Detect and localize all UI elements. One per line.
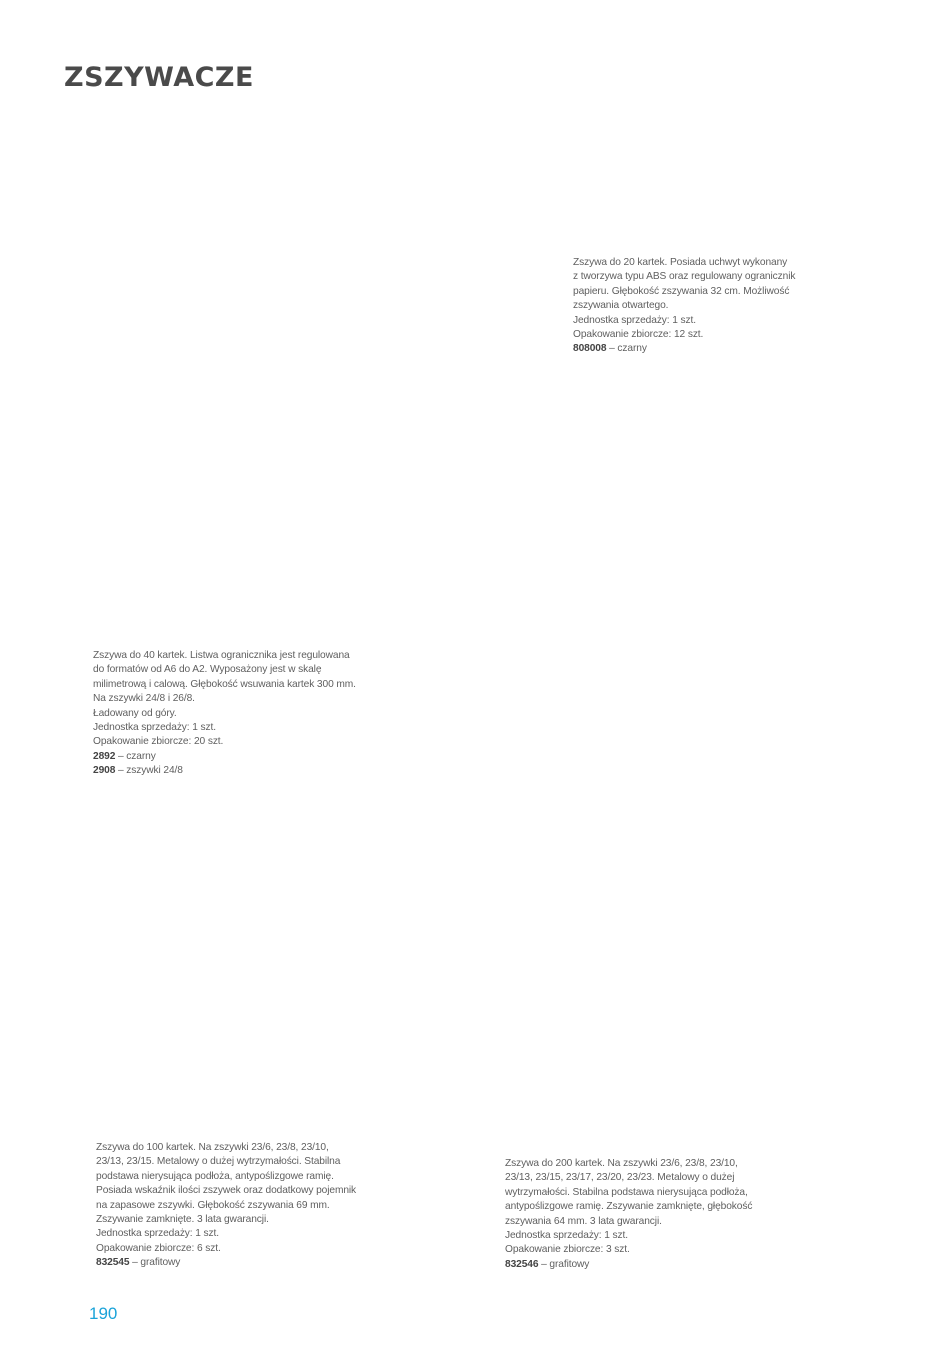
product-code-row bbox=[93, 764, 356, 778]
description-line: Zszywa do 20 kartek. Posiada uchwyt wykonany bbox=[573, 257, 788, 268]
description-line: Ładowany od góry. bbox=[93, 707, 177, 719]
page-title: ZSZYWACZE bbox=[64, 62, 254, 93]
sales-unit: Jednostka sprzedaży: 1 szt. bbox=[93, 722, 217, 734]
description-line: Posiada wskaźnik ilości zszywek oraz dodatkowy pojemnik bbox=[96, 1185, 357, 1197]
sales-unit: Jednostka sprzedaży: 1 szt. bbox=[96, 1228, 220, 1240]
bulk-package: Opakowanie zbiorcze: 3 szt. bbox=[505, 1244, 630, 1256]
product-code: 2892 bbox=[93, 750, 116, 762]
description-line: Zszywanie zamknięte. 3 lata gwarancji. bbox=[96, 1214, 269, 1226]
product-code-row bbox=[93, 750, 356, 764]
product-variant: – czarny bbox=[115, 750, 156, 762]
description-line: z tworzywa typu ABS oraz regulowany ogranicznik bbox=[573, 271, 796, 283]
product-variant: – czarny bbox=[606, 343, 647, 355]
description-line: zszywania otwartego. bbox=[573, 300, 669, 312]
bulk-package: Opakowanie zbiorcze: 20 szt. bbox=[93, 736, 224, 748]
product-variant: – grafitowy bbox=[538, 1258, 590, 1270]
sales-unit: Jednostka sprzedaży: 1 szt. bbox=[573, 314, 697, 326]
description-line: do formatów od A6 do A2. Wyposażony jest w skalę bbox=[93, 664, 322, 676]
product-code: 832545 bbox=[96, 1257, 130, 1269]
description-line: Na zszywki 24/8 i 26/8. bbox=[93, 693, 195, 705]
description-line: na zapasowe zszywki. Głębokość zszywania 69 mm. bbox=[96, 1199, 330, 1211]
product-description-832546 bbox=[505, 1157, 752, 1272]
bulk-package: Opakowanie zbiorcze: 6 szt. bbox=[96, 1242, 221, 1254]
description-line: antypoślizgowe ramię. Zszywanie zamknięte, głębokość bbox=[505, 1201, 753, 1213]
description-line: wytrzymałości. Stabilna podstawa nierysująca podłoża, bbox=[505, 1186, 748, 1198]
product-code-row bbox=[573, 342, 795, 356]
product-description-2892 bbox=[93, 649, 356, 779]
description-line: Zszywa do 200 kartek. Na zszywki 23/6, 23/8, 23/10, bbox=[505, 1158, 738, 1169]
product-code: 2908 bbox=[93, 765, 116, 777]
sales-unit: Jednostka sprzedaży: 1 szt. bbox=[505, 1230, 629, 1242]
product-description-808008 bbox=[573, 256, 795, 357]
product-code: 808008 bbox=[573, 343, 607, 355]
description-line: podstawa nierysująca podłoża, antypoślizgowe ramię. bbox=[96, 1170, 334, 1182]
description-line: Zszywa do 40 kartek. Listwa ogranicznika jest regulowana bbox=[93, 650, 350, 661]
description-line: Zszywa do 100 kartek. Na zszywki 23/6, 23/8, 23/10, bbox=[96, 1142, 329, 1153]
page-number: 190 bbox=[89, 1304, 118, 1323]
description-line: 23/13, 23/15. Metalowy o dużej wytrzymałości. Stabilna bbox=[96, 1156, 341, 1168]
product-code-row bbox=[96, 1256, 356, 1270]
product-description-832545 bbox=[96, 1141, 356, 1271]
product-code-row bbox=[505, 1258, 752, 1272]
product-code: 832546 bbox=[505, 1258, 539, 1270]
description-line: milimetrową i calową. Głębokość wsuwania kartek 300 mm. bbox=[93, 678, 356, 690]
bulk-package: Opakowanie zbiorcze: 12 szt. bbox=[573, 329, 704, 341]
description-line: zszywania 64 mm. 3 lata gwarancji. bbox=[505, 1215, 662, 1227]
product-variant: – grafitowy bbox=[129, 1257, 181, 1269]
description-line: papieru. Głębokość zszywania 32 cm. Możliwość bbox=[573, 285, 790, 297]
product-variant: – zszywki 24/8 bbox=[115, 765, 183, 777]
description-line: 23/13, 23/15, 23/17, 23/20, 23/23. Metalowy o dużej bbox=[505, 1172, 735, 1184]
